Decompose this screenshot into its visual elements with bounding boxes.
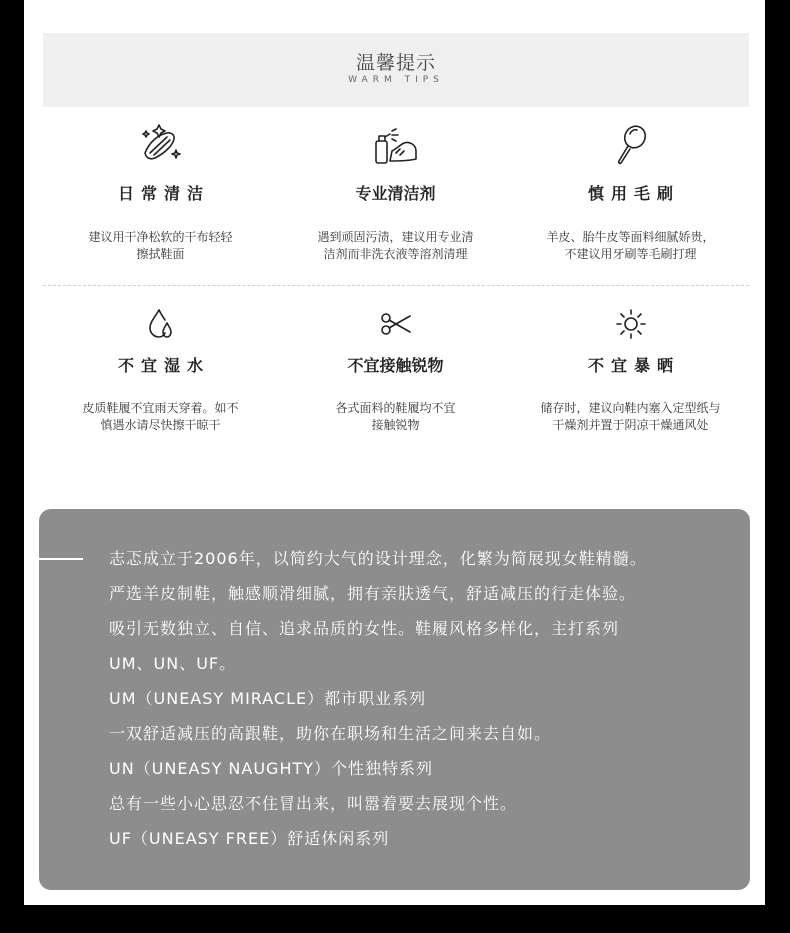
tip-description	[290, 400, 501, 434]
tip-title: 慎用毛刷	[587, 184, 680, 203]
tip-desc-line: 慎遇水请尽快擦干晾干	[100, 418, 221, 432]
tip-desc-line: 干燥剂并置于阴凉干燥通风处	[552, 418, 709, 432]
accent-dash	[39, 558, 83, 560]
brand-line: UM、UN、UF。	[109, 654, 237, 673]
tip-title: 专业清洁剂	[355, 184, 436, 203]
tip-desc-line: 各式面料的鞋履均不宜	[335, 401, 456, 415]
scissors-icon	[278, 307, 513, 351]
spray-shoe-icon	[278, 123, 513, 167]
tip-avoid-sun	[513, 285, 748, 455]
tip-description	[525, 229, 736, 263]
tips-row-1	[43, 107, 749, 277]
tip-desc-line: 建议用干净松软的干布轻轻	[88, 230, 233, 244]
header-title-cn: 温馨提示	[355, 52, 436, 74]
header-title-en: WARM TIPS	[348, 75, 444, 85]
product-tips-page	[24, 0, 765, 905]
tip-desc-line: 羊皮、胎牛皮等面料细腻娇贵，	[546, 230, 715, 244]
brand-line: 一双舒适减压的高跟鞋，助你在职场和生活之间来去自如。	[109, 724, 552, 743]
tip-title: 日常清洁	[117, 184, 210, 203]
tip-desc-line: 遇到顽固污渍，建议用专业清	[317, 230, 474, 244]
tip-desc-line: 储存时，建议向鞋内塞入定型纸与	[540, 401, 721, 415]
tip-description	[55, 229, 266, 263]
tip-description	[55, 400, 266, 434]
warm-tips-header	[43, 33, 749, 107]
tip-title: 不宜接触锐物	[347, 356, 444, 375]
brand-line: 总有一些小心思忍不住冒出来，叫嚣着要去展现个性。	[109, 794, 518, 813]
tip-avoid-sharp	[278, 285, 513, 455]
brand-line: UN（UNEASY NAUGHTY）个性独特系列	[109, 759, 434, 778]
tip-avoid-brush	[513, 107, 748, 277]
tip-desc-line: 洁剂而非洗衣液等溶剂清理	[323, 247, 468, 261]
brand-line: UF（UNEASY FREE）舒适休闲系列	[109, 829, 390, 848]
brand-story-panel	[39, 509, 750, 890]
brand-line: 吸引无数独立、自信、追求品质的女性。鞋履风格多样化，主打系列	[109, 619, 620, 638]
tip-title: 不宜湿水	[117, 356, 210, 375]
tip-description	[525, 400, 736, 434]
tip-avoid-water	[43, 285, 278, 455]
brand-line: 志忑成立于2006年，以简约大气的设计理念，化繁为简展现女鞋精髓。	[109, 549, 647, 568]
tip-desc-line: 皮质鞋履不宜雨天穿着。如不	[82, 401, 239, 415]
water-drop-icon	[43, 307, 278, 351]
sun-icon	[513, 307, 748, 351]
tip-title: 不宜暴晒	[587, 356, 680, 375]
tip-description	[290, 229, 501, 263]
tip-daily-cleaning	[43, 107, 278, 277]
shoe-sparkle-icon	[43, 123, 278, 167]
tip-desc-line: 擦拭鞋面	[136, 247, 185, 261]
hand-mirror-icon	[513, 123, 748, 167]
tip-professional-cleaner	[278, 107, 513, 277]
tip-desc-line: 接触锐物	[371, 418, 420, 432]
tips-row-2	[43, 285, 749, 455]
brand-story-text	[109, 545, 730, 860]
brand-line: UM（UNEASY MIRACLE）都市职业系列	[109, 689, 427, 708]
tip-desc-line: 不建议用牙刷等毛刷打理	[564, 247, 697, 261]
brand-line: 严选羊皮制鞋，触感顺滑细腻，拥有亲肤透气，舒适减压的行走体验。	[109, 584, 637, 603]
